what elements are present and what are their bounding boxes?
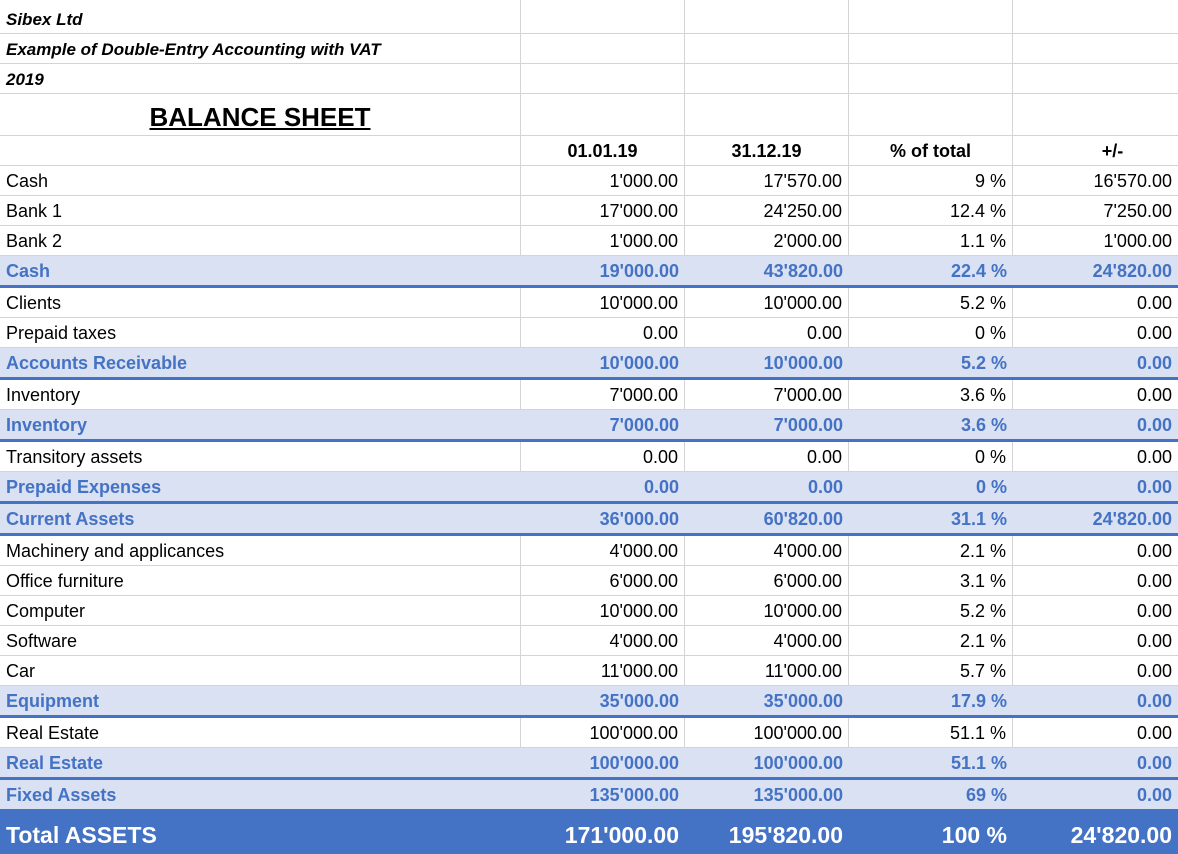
- change-value[interactable]: 0.00: [1136, 353, 1172, 373]
- start-value[interactable]: 0.00: [521, 442, 685, 472]
- empty-cell[interactable]: [521, 94, 685, 136]
- start-value[interactable]: 7'000.00: [521, 380, 685, 410]
- change-value[interactable]: 0.00: [1013, 380, 1178, 410]
- end-value[interactable]: 10'000.00: [685, 288, 849, 318]
- empty-cell[interactable]: [521, 64, 685, 94]
- start-value[interactable]: 1'000.00: [521, 226, 685, 256]
- document-year[interactable]: 2019: [0, 64, 521, 94]
- start-value[interactable]: 19'000.00: [599, 261, 679, 281]
- start-value[interactable]: 6'000.00: [521, 566, 685, 596]
- start-value[interactable]: 0.00: [521, 318, 685, 348]
- empty-cell[interactable]: [685, 34, 849, 64]
- column-header-label[interactable]: [0, 136, 521, 166]
- start-value[interactable]: 100'000.00: [521, 718, 685, 748]
- percent-value[interactable]: 2.1 %: [849, 536, 1013, 566]
- percent-value[interactable]: 51.1 %: [849, 718, 1013, 748]
- change-value[interactable]: 24'820.00: [1092, 509, 1172, 529]
- row-label[interactable]: Car: [0, 656, 521, 686]
- row-label[interactable]: Inventory: [6, 415, 88, 435]
- empty-cell[interactable]: [685, 64, 849, 94]
- column-header-row: [0, 136, 1178, 166]
- total-change-value[interactable]: 24'820.00: [1070, 822, 1172, 848]
- table-row: [0, 536, 1178, 566]
- start-value[interactable]: 135'000.00: [589, 785, 679, 805]
- change-value[interactable]: 24'820.00: [1092, 261, 1172, 281]
- row-label[interactable]: Current Assets: [6, 509, 135, 529]
- start-value[interactable]: 36'000.00: [599, 509, 679, 529]
- change-value[interactable]: 0.00: [1013, 596, 1178, 626]
- subtotal-row: [0, 780, 1178, 812]
- change-value[interactable]: 16'570.00: [1013, 166, 1178, 196]
- change-value[interactable]: 0.00: [1013, 318, 1178, 348]
- percent-value[interactable]: 5.2 %: [849, 596, 1013, 626]
- row-label[interactable]: Clients: [0, 288, 521, 318]
- start-value[interactable]: 35'000.00: [599, 691, 679, 711]
- end-value[interactable]: 6'000.00: [685, 566, 849, 596]
- percent-value[interactable]: 9 %: [849, 166, 1013, 196]
- percent-value[interactable]: 3.6 %: [849, 380, 1013, 410]
- empty-cell[interactable]: [685, 94, 849, 136]
- end-value[interactable]: 0.00: [685, 442, 849, 472]
- empty-cell[interactable]: [849, 0, 1013, 34]
- empty-cell[interactable]: [685, 0, 849, 34]
- company-name[interactable]: Sibex Ltd: [0, 0, 521, 34]
- company-row: [0, 0, 1178, 34]
- percent-value[interactable]: 2.1 %: [849, 626, 1013, 656]
- start-value[interactable]: 4'000.00: [521, 626, 685, 656]
- change-value[interactable]: 0.00: [1136, 753, 1172, 773]
- end-value[interactable]: 10'000.00: [685, 596, 849, 626]
- end-value[interactable]: 2'000.00: [685, 226, 849, 256]
- end-value[interactable]: 0.00: [807, 477, 843, 497]
- percent-value[interactable]: 31.1 %: [950, 509, 1007, 529]
- percent-value[interactable]: 5.2 %: [849, 288, 1013, 318]
- start-value[interactable]: 1'000.00: [521, 166, 685, 196]
- percent-value[interactable]: 22.4 %: [950, 261, 1007, 281]
- percent-value[interactable]: 12.4 %: [849, 196, 1013, 226]
- start-value[interactable]: 10'000.00: [521, 596, 685, 626]
- column-header-percent[interactable]: % of total: [849, 136, 1013, 166]
- subtotal-row: [0, 748, 1178, 780]
- percent-value[interactable]: 3.1 %: [849, 566, 1013, 596]
- table-row: [0, 196, 1178, 226]
- start-value[interactable]: 100'000.00: [589, 753, 679, 773]
- subtotal-row: [0, 472, 1178, 504]
- sheet-title: BALANCE SHEET: [149, 102, 371, 132]
- start-value[interactable]: 7'000.00: [609, 415, 679, 435]
- percent-value[interactable]: 17.9 %: [950, 691, 1007, 711]
- change-value[interactable]: 0.00: [1013, 566, 1178, 596]
- row-label[interactable]: Inventory: [0, 380, 521, 410]
- percent-value[interactable]: 5.2 %: [960, 353, 1007, 373]
- change-value[interactable]: 0.00: [1136, 691, 1172, 711]
- end-value[interactable]: 24'250.00: [685, 196, 849, 226]
- start-value[interactable]: 10'000.00: [599, 353, 679, 373]
- row-label[interactable]: Cash: [0, 166, 521, 196]
- row-label[interactable]: Prepaid Expenses: [6, 477, 162, 497]
- sheet-title-cell[interactable]: [0, 94, 521, 136]
- column-header-change[interactable]: +/-: [1013, 136, 1178, 166]
- row-label[interactable]: Office furniture: [0, 566, 521, 596]
- subtotal-row: [0, 504, 1178, 536]
- end-value[interactable]: 10'000.00: [763, 353, 843, 373]
- change-value[interactable]: 0.00: [1013, 626, 1178, 656]
- table-row: [0, 226, 1178, 256]
- percent-value[interactable]: 0 %: [849, 442, 1013, 472]
- row-label[interactable]: Transitory assets: [0, 442, 521, 472]
- row-label[interactable]: Machinery and applicances: [0, 536, 521, 566]
- end-value[interactable]: 0.00: [685, 318, 849, 348]
- change-value[interactable]: 0.00: [1013, 288, 1178, 318]
- change-value[interactable]: 0.00: [1013, 718, 1178, 748]
- row-label[interactable]: Prepaid taxes: [0, 318, 521, 348]
- change-value[interactable]: 0.00: [1013, 656, 1178, 686]
- change-value[interactable]: 0.00: [1013, 536, 1178, 566]
- row-label[interactable]: Software: [0, 626, 521, 656]
- row-label[interactable]: Real Estate: [0, 718, 521, 748]
- end-value[interactable]: 11'000.00: [685, 656, 849, 686]
- percent-value[interactable]: 69 %: [965, 785, 1007, 805]
- subtotal-row: [0, 256, 1178, 288]
- percent-value[interactable]: 0 %: [975, 477, 1007, 497]
- row-label[interactable]: Computer: [0, 596, 521, 626]
- subtotal-row: [0, 348, 1178, 380]
- change-value[interactable]: 1'000.00: [1013, 226, 1178, 256]
- end-value[interactable]: 43'820.00: [763, 261, 843, 281]
- change-value[interactable]: 0.00: [1136, 477, 1172, 497]
- table-row: [0, 718, 1178, 748]
- empty-cell[interactable]: [1013, 34, 1178, 64]
- row-label[interactable]: Fixed Assets: [6, 785, 117, 805]
- total-row: [0, 812, 1178, 854]
- table-row: [0, 318, 1178, 348]
- column-header-start-date[interactable]: 01.01.19: [521, 136, 685, 166]
- empty-cell[interactable]: [1013, 64, 1178, 94]
- start-value[interactable]: 11'000.00: [521, 656, 685, 686]
- row-label[interactable]: Cash: [6, 261, 51, 281]
- row-label[interactable]: Bank 2: [0, 226, 521, 256]
- end-value[interactable]: 100'000.00: [685, 718, 849, 748]
- table-row: [0, 442, 1178, 472]
- table-row: [0, 288, 1178, 318]
- table-row: [0, 596, 1178, 626]
- total-percent-value[interactable]: 100 %: [941, 822, 1007, 848]
- end-value[interactable]: 7'000.00: [773, 415, 843, 435]
- percent-value[interactable]: 51.1 %: [950, 753, 1007, 773]
- end-value[interactable]: 4'000.00: [685, 536, 849, 566]
- row-label[interactable]: Accounts Receivable: [6, 353, 188, 373]
- start-value[interactable]: 17'000.00: [521, 196, 685, 226]
- subtitle-row: [0, 34, 1178, 64]
- empty-cell[interactable]: [849, 64, 1013, 94]
- row-label[interactable]: Real Estate: [6, 753, 104, 773]
- table-row: [0, 166, 1178, 196]
- percent-value[interactable]: 5.7 %: [849, 656, 1013, 686]
- start-value[interactable]: 10'000.00: [521, 288, 685, 318]
- title-row: [0, 94, 1178, 136]
- start-value[interactable]: 4'000.00: [521, 536, 685, 566]
- column-header-end-date[interactable]: 31.12.19: [685, 136, 849, 166]
- row-label[interactable]: Equipment: [6, 691, 99, 711]
- start-value[interactable]: 0.00: [643, 477, 679, 497]
- subtotal-row: [0, 686, 1178, 718]
- empty-cell[interactable]: [849, 94, 1013, 136]
- total-start-value[interactable]: 171'000.00: [564, 822, 679, 848]
- year-row: [0, 64, 1178, 94]
- empty-cell[interactable]: [849, 34, 1013, 64]
- table-row: [0, 656, 1178, 686]
- end-value[interactable]: 60'820.00: [763, 509, 843, 529]
- percent-value[interactable]: 0 %: [849, 318, 1013, 348]
- percent-value[interactable]: 1.1 %: [849, 226, 1013, 256]
- table-row: [0, 380, 1178, 410]
- document-subtitle[interactable]: Example of Double-Entry Accounting with VAT: [0, 34, 521, 64]
- empty-cell[interactable]: [1013, 0, 1178, 34]
- end-value[interactable]: 135'000.00: [753, 785, 843, 805]
- change-value[interactable]: 7'250.00: [1013, 196, 1178, 226]
- subtotal-row: [0, 410, 1178, 442]
- empty-cell[interactable]: [1013, 94, 1178, 136]
- change-value[interactable]: 0.00: [1136, 415, 1172, 435]
- row-label[interactable]: Bank 1: [0, 196, 521, 226]
- end-value[interactable]: 17'570.00: [685, 166, 849, 196]
- total-row-label[interactable]: Total ASSETS: [6, 822, 157, 848]
- total-end-value[interactable]: 195'820.00: [728, 822, 843, 848]
- change-value[interactable]: 0.00: [1136, 785, 1172, 805]
- end-value[interactable]: 7'000.00: [685, 380, 849, 410]
- end-value[interactable]: 100'000.00: [753, 753, 843, 773]
- table-row: [0, 566, 1178, 596]
- change-value[interactable]: 0.00: [1013, 442, 1178, 472]
- end-value[interactable]: 35'000.00: [763, 691, 843, 711]
- percent-value[interactable]: 3.6 %: [960, 415, 1007, 435]
- end-value[interactable]: 4'000.00: [685, 626, 849, 656]
- empty-cell[interactable]: [521, 0, 685, 34]
- empty-cell[interactable]: [521, 34, 685, 64]
- table-row: [0, 626, 1178, 656]
